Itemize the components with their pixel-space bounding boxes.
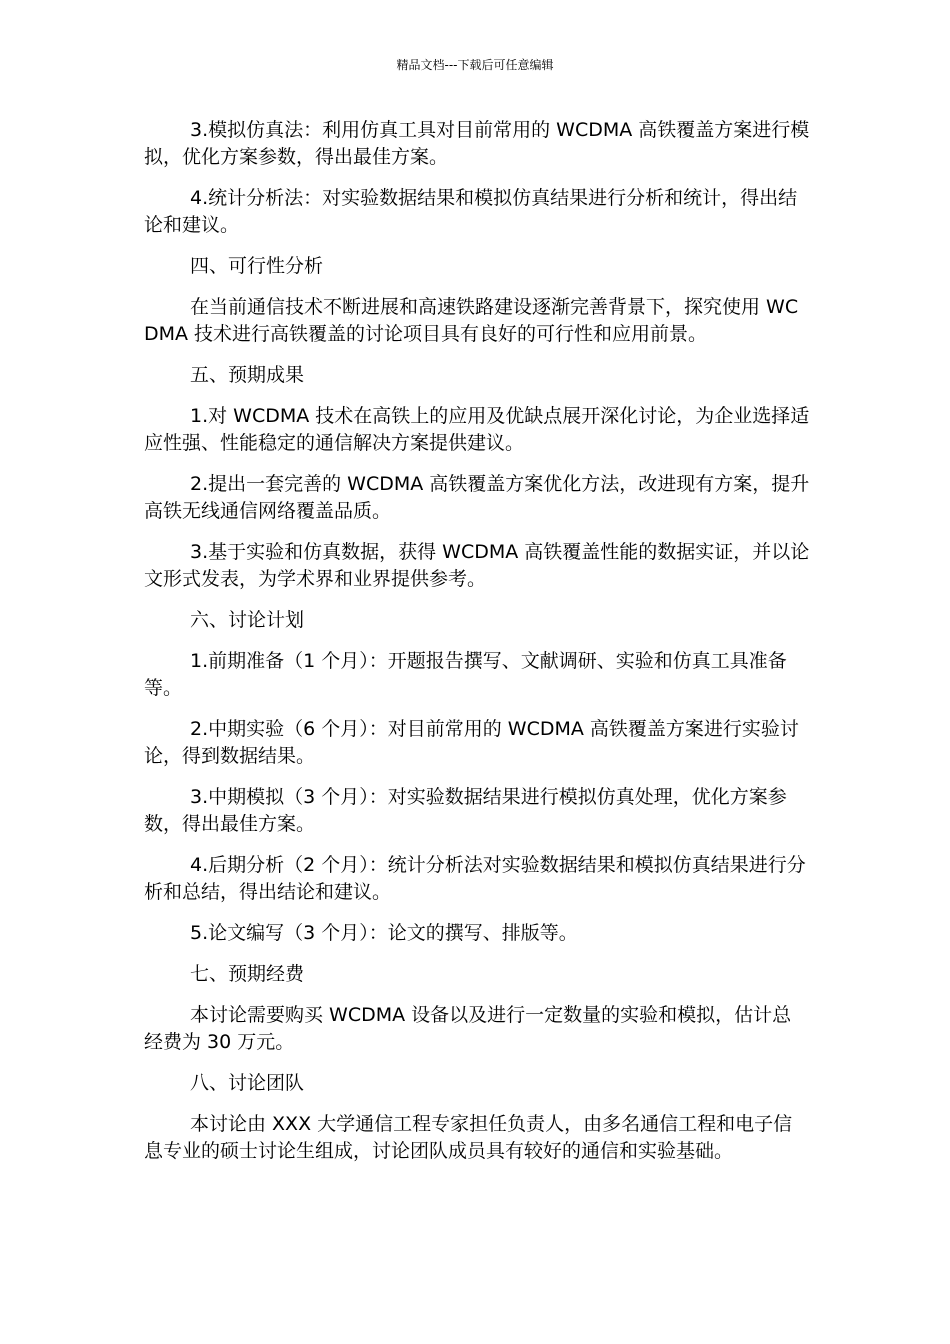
plan-step-1-paragraph: 1.前期准备（1 个月）：开题报告撰写、文献调研、实验和仿真工具准备等。 <box>144 650 787 699</box>
plan-step-3-paragraph: 3.中期模拟（3 个月）：对实验数据结果进行模拟仿真处理，优化方案参数，得出最佳方案。 <box>144 786 787 835</box>
expected-result-3-paragraph: 3.基于实验和仿真数据，获得 WCDMA 高铁覆盖性能的数据实证，并以论文形式发表，为学术界和业界提供参考。 <box>144 541 810 590</box>
section-heading-expected-results: 五、预期成果 <box>190 364 305 386</box>
plan-step-2-paragraph: 2.中期实验（6 个月）：对目前常用的 WCDMA 高铁覆盖方案进行实验讨论，得到数据结果。 <box>144 718 799 767</box>
budget-paragraph: 本讨论需要购买 WCDMA 设备以及进行一定数量的实验和模拟，估计总经费为 30 万元。 <box>144 1004 792 1053</box>
plan-step-4-paragraph: 4.后期分析（2 个月）：统计分析法对实验数据结果和模拟仿真结果进行分析和总结，得出结论和建议。 <box>144 854 806 903</box>
expected-result-1-paragraph: 1.对 WCDMA 技术在高铁上的应用及优缺点展开深化讨论，为企业选择适应性强、性能稳定的通信解决方案提供建议。 <box>144 405 810 454</box>
section-heading-plan: 六、讨论计划 <box>190 609 305 631</box>
page-header: 精品文档---下载后可任意编辑 <box>396 58 554 72</box>
section-heading-budget: 七、预期经费 <box>190 963 305 985</box>
expected-result-2-paragraph: 2.提出一套完善的 WCDMA 高铁覆盖方案优化方法，改进现有方案，提升高铁无线通信网络覆盖品质。 <box>144 473 810 522</box>
document-body <box>144 117 810 1179</box>
section-heading-feasibility: 四、可行性分析 <box>190 255 324 277</box>
feasibility-paragraph: 在当前通信技术不断进展和高速铁路建设逐渐完善背景下，探究使用 WCDMA 技术进行高铁覆盖的讨论项目具有良好的可行性和应用前景。 <box>144 296 799 345</box>
method-simulation-paragraph: 3.模拟仿真法：利用仿真工具对目前常用的 WCDMA 高铁覆盖方案进行模拟，优化方案参数，得出最佳方案。 <box>144 119 810 168</box>
method-statistics-paragraph: 4.统计分析法：对实验数据结果和模拟仿真结果进行分析和统计，得出结论和建议。 <box>144 187 798 236</box>
team-paragraph: 本讨论由 XXX 大学通信工程专家担任负责人，由多名通信工程和电子信息专业的硕士讨论生组成，讨论团队成员具有较好的通信和实验基础。 <box>144 1113 793 1162</box>
plan-step-5-paragraph: 5.论文编写（3 个月）：论文的撰写、排版等。 <box>190 922 578 944</box>
section-heading-team: 八、讨论团队 <box>190 1072 305 1094</box>
